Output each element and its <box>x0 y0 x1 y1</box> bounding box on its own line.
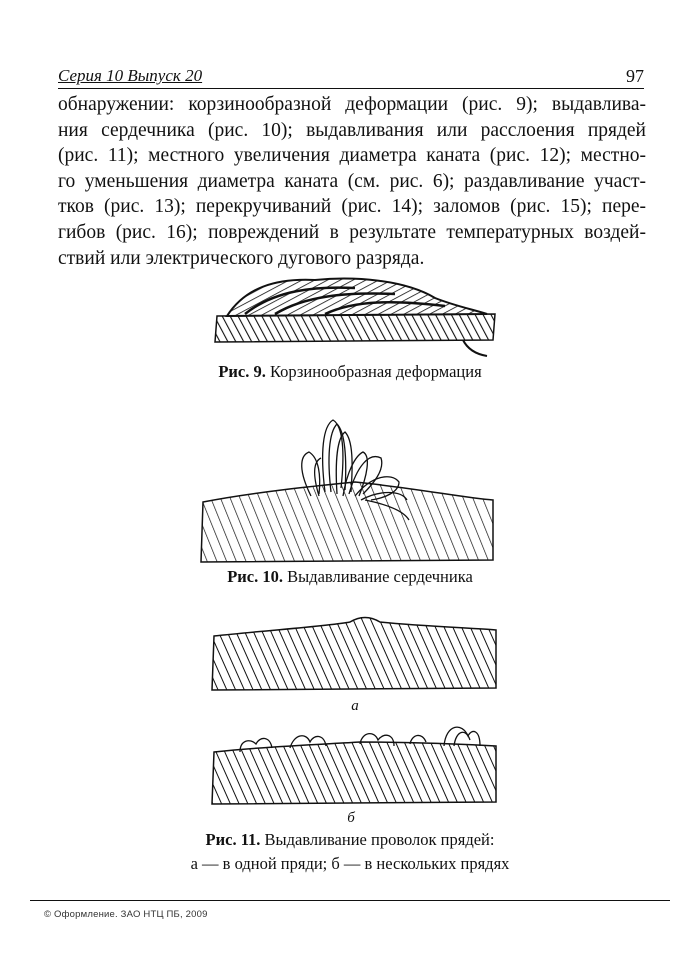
figure-11a-label: а <box>351 698 359 714</box>
series-title: Серия 10 Выпуск 20 <box>58 66 203 85</box>
figure-10-caption <box>150 567 550 587</box>
figure-11b-multiple-strands <box>210 720 500 810</box>
figure-11-caption <box>120 828 580 876</box>
figure-9-caption <box>150 362 550 382</box>
figure-9-label: Рис. 9. <box>218 362 266 381</box>
page-number: 97 <box>626 66 644 86</box>
text-line: (рис. 11); местного увеличения диаметра каната (рис. 12); местно- <box>58 145 646 167</box>
footer-divider <box>30 900 670 901</box>
figure-11-label: Рис. 11. <box>205 830 261 849</box>
figure-11a-single-strand <box>210 614 500 696</box>
text-line: ствий или электрического дугового разряда. <box>58 247 425 269</box>
figure-10-label: Рис. 10. <box>227 567 283 586</box>
figure-11-text-line1: Выдавливание проволок прядей: <box>264 830 495 849</box>
figure-9-basket-deformation <box>205 270 505 358</box>
text-line: ния сердечника (рис. 10); выдавливания или расслоения прядей <box>58 119 646 141</box>
footer-copyright: © Оформление. ЗАО НТЦ ПБ, 2009 <box>44 909 208 920</box>
figure-10-text: Выдавливание сердечника <box>287 567 473 586</box>
page-header <box>58 64 644 89</box>
text-line: го уменьшения диаметра каната (см. рис. 6); раздавливание участ- <box>58 170 646 192</box>
text-line: обнаружении: корзинообразной деформации (рис. 9); выдавлива- <box>58 94 646 115</box>
figure-10-core-extrusion <box>195 412 500 568</box>
figure-9-text: Корзинообразная деформация <box>269 362 482 381</box>
figure-11b-label: б <box>347 810 355 826</box>
figure-11-text-line2: а — в одной пряди; б — в нескольких прядях <box>190 854 510 873</box>
text-line: гибов (рис. 16); повреждений в результате температурных воздей- <box>58 221 646 243</box>
body-paragraph <box>58 92 646 271</box>
text-line: тков (рис. 13); перекручиваний (рис. 14); заломов (рис. 15); пере- <box>58 196 646 218</box>
